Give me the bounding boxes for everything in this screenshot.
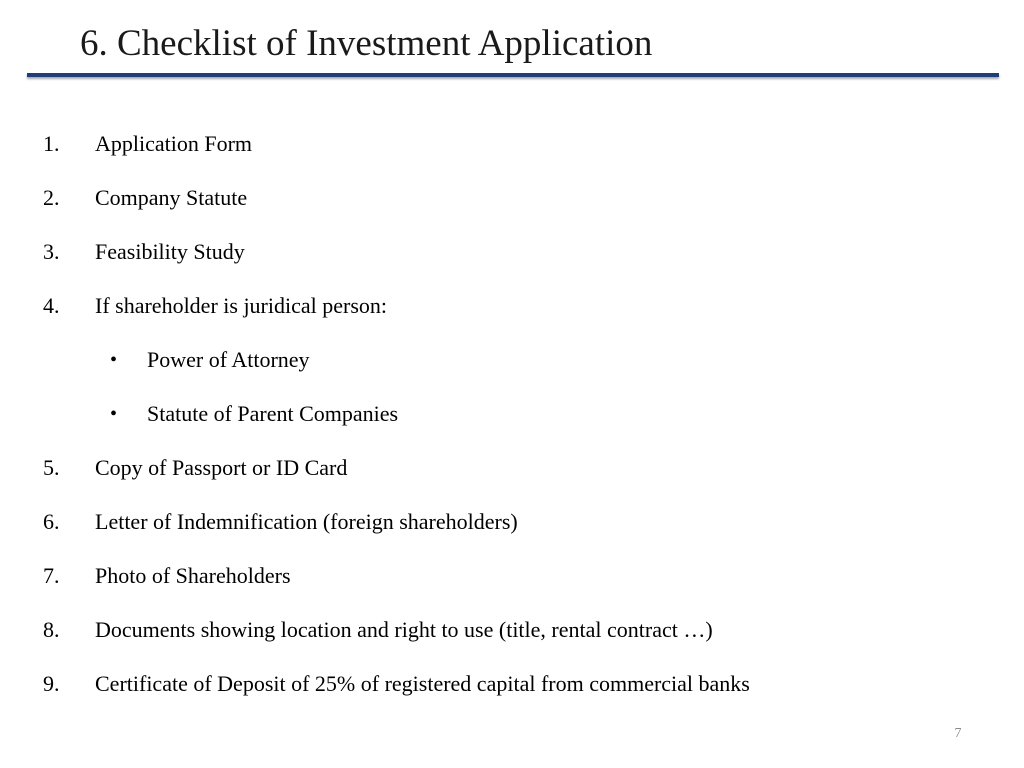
item-label: Certificate of Deposit of 25% of registered capital from commercial banks [95,671,750,696]
item-number: 2. [43,185,60,210]
item-label: Power of Attorney [147,347,310,372]
item-label: Feasibility Study [95,239,245,264]
item-number: 1. [43,131,60,156]
item-label: Photo of Shareholders [95,563,291,588]
item-number: 7. [43,563,60,588]
bullet-icon: • [110,403,118,425]
item-number: 5. [43,455,60,480]
item-label: Copy of Passport or ID Card [95,455,348,480]
slide-title: 6. Checklist of Investment Application [80,23,653,64]
item-number: 8. [43,617,60,642]
item-number: 4. [43,293,60,318]
page-number: 7 [954,726,962,741]
item-label: Documents showing location and right to use (title, rental contract …) [95,617,713,642]
bullet-icon: • [110,349,118,371]
item-number: 3. [43,239,60,264]
item-label: Company Statute [95,185,248,210]
title-divider [27,73,999,77]
item-label: If shareholder is juridical person: [95,293,388,318]
item-label: Letter of Indemnification (foreign shareholders) [95,509,518,534]
item-label: Application Form [95,131,253,156]
item-label: Statute of Parent Companies [147,401,399,426]
item-number: 9. [43,671,60,696]
item-number: 6. [43,509,60,534]
